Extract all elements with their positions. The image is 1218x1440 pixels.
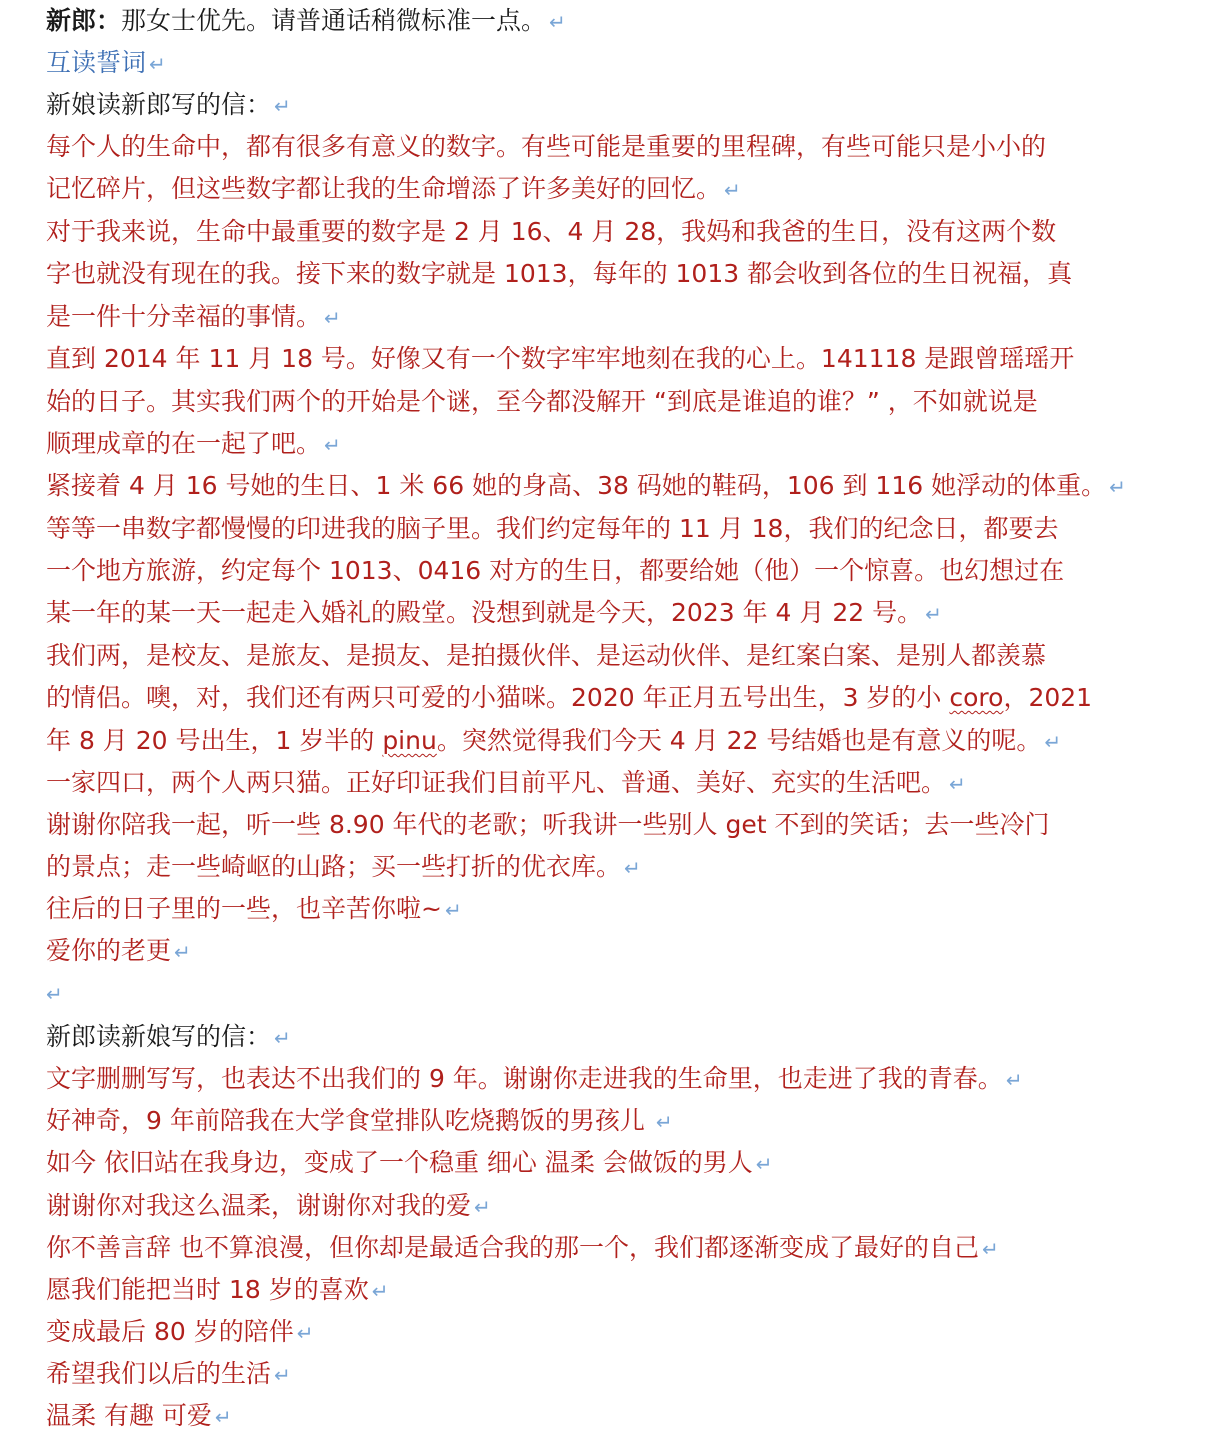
line-text: 你不善言辞 也不算浪漫，但你却是最适合我的那一个，我们都逐渐变成了最好的自己 [46,1233,979,1262]
cat-name-coro: coro [949,683,1004,712]
paragraph-mark-icon: ↵ [474,1195,491,1219]
paragraph-mark-icon: ↵ [949,772,966,796]
line-text: 谢谢你对我这么温柔，谢谢你对我的爱 [46,1191,472,1220]
speaker-line [46,0,566,42]
line-text: 文字删删写写，也表达不出我们的 9 年。谢谢你走进我的生命里，也走进了我的青春。 [46,1064,1003,1093]
speaker-text: 那女士优先。请普通话稍微标准一点。 [121,6,547,35]
line-text: 的景点；走一些崎岖的山路；买一些打折的优衣库。 [46,852,622,881]
paragraph-mark-icon: ↵ [296,1321,314,1345]
letter2-line [46,1185,491,1227]
paragraph-mark-icon: ↵ [149,52,166,76]
cat-name-pinu: pinu [382,726,437,755]
paragraph-mark-icon: ↵ [549,10,566,34]
paragraph-mark-icon: ↵ [925,602,942,626]
paragraph-mark-icon: ↵ [46,982,63,1006]
line-text: 希望我们以后的生活 [46,1359,272,1388]
line-text: 一个地方旅游，约定每个 1013、0416 对方的生日，都要给她（他）一个惊喜。也幻想过在 [46,556,1065,585]
line-text: 年 8 月 20 号出生，1 岁半的 [46,726,383,755]
letter1-line [46,253,1072,295]
line-text: 紧接着 4 月 16 号她的生日、1 米 66 她的身高、38 码她的鞋码，106 到 116 她浮动的体重。 [46,471,1107,500]
line-text: 顺理成章的在一起了吧。 [46,429,322,458]
letter1-signature [46,930,191,972]
letter2-title-text: 新郎读新娘写的信： [46,1022,272,1051]
line-text: 谢谢你陪我一起，听一些 8.90 年代的老歌；听我讲一些别人 get 不到的笑话；去一些冷门 [46,810,1050,839]
paragraph-mark-icon: ↵ [624,856,641,880]
line-text: ，2021 [1003,683,1093,712]
letter1-line [46,677,1092,719]
line-text: 的情侣。噢，对，我们还有两只可爱的小猫咪。2020 年正月五号出生，3 岁的小 [46,683,950,712]
line-text: 我们两，是校友、是旅友、是损友、是拍摄伙伴、是运动伙伴、是红案白案、是别人都羡慕 [46,641,1047,670]
line-text: 变成最后 80 岁的陪伴 [46,1317,294,1346]
line-text: 某一年的某一天一起走入婚礼的殿堂。没想到就是今天，2023 年 4 月 22 号。 [46,598,923,627]
line-text: 直到 2014 年 11 月 18 号。好像又有一个数字牢牢地刻在我的心上。141118 是跟曾瑶瑶开 [46,344,1075,373]
letter1-line [46,804,1050,846]
line-text: 每个人的生命中，都有很多有意义的数字。有些可能是重要的里程碑，有些可能只是小小的 [46,132,1047,161]
paragraph-mark-icon: ↵ [274,1026,291,1050]
letter1-line [46,550,1064,592]
letter1-line [46,635,1046,677]
letter2-line [46,1100,673,1142]
letter1-line [46,211,1056,253]
letter1-line [46,762,966,804]
letter1-line [46,592,942,634]
letter2-line [46,1269,388,1311]
letter1-line [46,338,1074,380]
paragraph-mark-icon: ↵ [1109,475,1126,499]
paragraph-mark-icon: ↵ [324,433,341,457]
section-heading-text: 互读誓词 [46,48,147,77]
line-text: 对于我来说，生命中最重要的数字是 2 月 16、4 月 28，我妈和我爸的生日，没有这两个数 [46,217,1057,246]
paragraph-mark-icon: ↵ [214,1405,232,1429]
paragraph-mark-icon: ↵ [444,898,462,922]
letter1-line [46,846,641,888]
letter2-line [46,1058,1023,1100]
letter1-line [46,508,1058,550]
line-text: 。突然觉得我们今天 4 月 22 号结婚也是有意义的呢。 [436,726,1042,755]
paragraph-mark-icon: ↵ [981,1237,999,1261]
line-text: 字也就没有现在的我。接下来的数字就是 1013，每年的 1013 都会收到各位的生日祝福，真 [46,259,1073,288]
paragraph-mark-icon: ↵ [655,1110,673,1134]
letter1-line [46,465,1126,507]
paragraph-mark-icon: ↵ [274,1363,291,1387]
paragraph-mark-icon: ↵ [1044,730,1062,754]
paragraph-mark-icon: ↵ [755,1152,773,1176]
letter1-line [46,381,1038,423]
letter1-line [46,888,462,930]
letter1-line [46,296,341,338]
section-heading [46,42,166,84]
letter2-title [46,1016,291,1058]
letter1-line [46,423,341,465]
empty-paragraph [46,972,63,1014]
line-text: 温柔 有趣 可爱 [46,1401,212,1430]
line-text: 如今 依旧站在我身边，变成了一个稳重 细心 温柔 会做饭的男人 [46,1148,753,1177]
letter2-line [46,1311,313,1353]
paragraph-mark-icon: ↵ [724,178,741,202]
letter2-line [46,1142,773,1184]
line-text: 往后的日子里的一些，也辛苦你啦~ [46,894,442,923]
letter1-line [46,168,741,210]
line-text: 一家四口，两个人两只猫。正好印证我们目前平凡、普通、美好、充实的生活吧。 [46,768,947,797]
paragraph-mark-icon: ↵ [174,940,191,964]
paragraph-mark-icon: ↵ [1005,1068,1023,1092]
paragraph-mark-icon: ↵ [324,306,341,330]
letter1-title [46,84,291,126]
line-text: 是一件十分幸福的事情。 [46,302,322,331]
letter2-line [46,1227,999,1269]
line-text: 记忆碎片，但这些数字都让我的生命增添了许多美好的回忆。 [46,174,722,203]
paragraph-mark-icon: ↵ [371,1279,389,1303]
speaker-name: 新郎 [46,6,97,35]
line-text: 好神奇，9 年前陪我在大学食堂排队吃烧鹅饭的男孩儿 [46,1106,653,1135]
line-text: 始的日子。其实我们两个的开始是个谜，至今都没解开 “到底是谁追的谁？” ，不如就说是 [46,387,1038,416]
line-text: 愿我们能把当时 18 岁的喜欢 [46,1275,369,1304]
line-text: 爱你的老更 [46,936,172,965]
speaker-colon: ： [96,6,122,35]
letter1-line [46,720,1061,762]
paragraph-mark-icon: ↵ [274,94,291,118]
letter2-line [46,1395,232,1437]
line-text: 等等一串数字都慢慢的印进我的脑子里。我们约定每年的 11 月 18，我们的纪念日，都要去 [46,514,1059,543]
letter1-line [46,126,1046,168]
letter2-line [46,1353,291,1395]
letter1-title-text: 新娘读新郎写的信： [46,90,272,119]
